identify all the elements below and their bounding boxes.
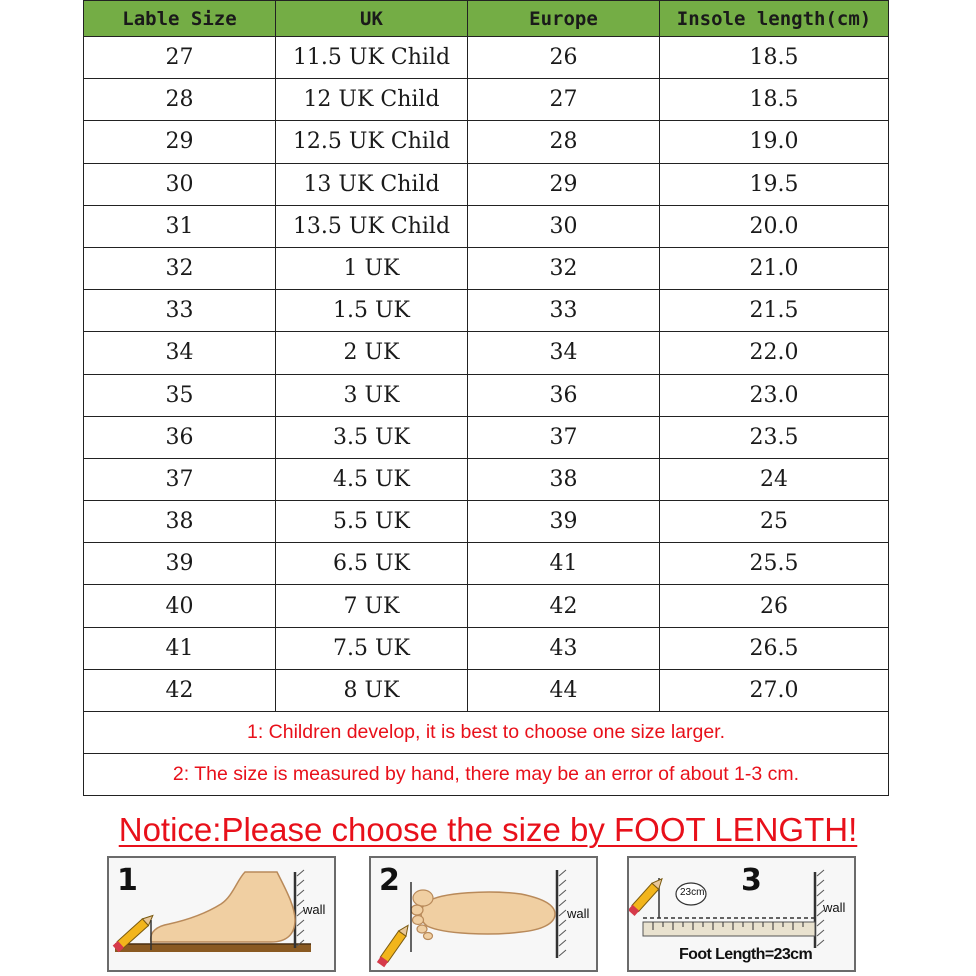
europe-size-cell: 38 bbox=[468, 458, 660, 500]
floor bbox=[115, 944, 311, 952]
label-size-cell: 29 bbox=[84, 121, 276, 163]
label-size-cell: 38 bbox=[84, 501, 276, 543]
table-row bbox=[84, 585, 889, 627]
table-row bbox=[84, 290, 889, 332]
notice-heading: Notice:Please choose the size by FOOT LENGTH! bbox=[118, 811, 858, 848]
uk-size-cell: 5.5 UK bbox=[276, 501, 468, 543]
step-1-panel bbox=[107, 856, 336, 972]
uk-size-cell: 6.5 UK bbox=[276, 543, 468, 585]
note-row bbox=[84, 754, 889, 796]
uk-size-cell: 7.5 UK bbox=[276, 627, 468, 669]
step-3-panel bbox=[627, 856, 856, 972]
insole-length-cell: 23.5 bbox=[660, 416, 889, 458]
note-1: 1: Children develop, it is best to choose one size larger. bbox=[84, 712, 889, 754]
insole-length-cell: 21.0 bbox=[660, 247, 889, 289]
table-row bbox=[84, 543, 889, 585]
insole-length-cell: 25 bbox=[660, 501, 889, 543]
insole-length-cell: 27.0 bbox=[660, 669, 889, 711]
europe-size-cell: 36 bbox=[468, 374, 660, 416]
europe-size-cell: 26 bbox=[468, 37, 660, 79]
foot-side-icon bbox=[151, 872, 295, 942]
label-size-cell: 41 bbox=[84, 627, 276, 669]
europe-size-cell: 39 bbox=[468, 501, 660, 543]
insole-length-cell: 19.0 bbox=[660, 121, 889, 163]
europe-size-cell: 30 bbox=[468, 205, 660, 247]
uk-size-cell: 7 UK bbox=[276, 585, 468, 627]
wall-label: wall bbox=[303, 902, 326, 917]
label-size-cell: 36 bbox=[84, 416, 276, 458]
europe-size-cell: 42 bbox=[468, 585, 660, 627]
table-row bbox=[84, 374, 889, 416]
label-size-cell: 39 bbox=[84, 543, 276, 585]
label-size-cell: 33 bbox=[84, 290, 276, 332]
label-size-cell: 35 bbox=[84, 374, 276, 416]
insole-length-cell: 20.0 bbox=[660, 205, 889, 247]
foot-length-label: Foot Length=23cm bbox=[679, 946, 813, 963]
step-2-panel bbox=[369, 856, 598, 972]
uk-size-cell: 1 UK bbox=[276, 247, 468, 289]
uk-size-cell: 3.5 UK bbox=[276, 416, 468, 458]
uk-size-cell: 1.5 UK bbox=[276, 290, 468, 332]
europe-size-cell: 43 bbox=[468, 627, 660, 669]
ruler-icon bbox=[643, 922, 815, 936]
table-row bbox=[84, 458, 889, 500]
note-row bbox=[84, 712, 889, 754]
size-chart-table bbox=[83, 0, 889, 796]
label-size-cell: 37 bbox=[84, 458, 276, 500]
label-size-cell: 42 bbox=[84, 669, 276, 711]
step-1-illustration bbox=[109, 858, 334, 970]
europe-size-cell: 27 bbox=[468, 79, 660, 121]
insole-length-cell: 23.0 bbox=[660, 374, 889, 416]
insole-length-cell: 24 bbox=[660, 458, 889, 500]
step-2-illustration bbox=[371, 858, 596, 970]
table-row bbox=[84, 627, 889, 669]
label-size-cell: 30 bbox=[84, 163, 276, 205]
label-size-cell: 27 bbox=[84, 37, 276, 79]
uk-size-cell: 4.5 UK bbox=[276, 458, 468, 500]
table-row bbox=[84, 501, 889, 543]
europe-size-cell: 37 bbox=[468, 416, 660, 458]
label-size-cell: 32 bbox=[84, 247, 276, 289]
uk-size-cell: 8 UK bbox=[276, 669, 468, 711]
header-insole-length: Insole length(cm) bbox=[660, 1, 889, 37]
table-body bbox=[84, 37, 889, 712]
table-row bbox=[84, 669, 889, 711]
label-size-cell: 31 bbox=[84, 205, 276, 247]
insole-length-cell: 25.5 bbox=[660, 543, 889, 585]
uk-size-cell: 11.5 UK Child bbox=[276, 37, 468, 79]
measure-bubble-label: 23cm bbox=[680, 887, 705, 898]
insole-length-cell: 26.5 bbox=[660, 627, 889, 669]
step-number: 2 bbox=[379, 863, 400, 898]
insole-length-cell: 18.5 bbox=[660, 37, 889, 79]
uk-size-cell: 12 UK Child bbox=[276, 79, 468, 121]
uk-size-cell: 2 UK bbox=[276, 332, 468, 374]
wall-label: wall bbox=[567, 906, 590, 921]
insole-length-cell: 18.5 bbox=[660, 79, 889, 121]
europe-size-cell: 33 bbox=[468, 290, 660, 332]
europe-size-cell: 28 bbox=[468, 121, 660, 163]
table-row bbox=[84, 37, 889, 79]
wall-label: wall bbox=[823, 900, 846, 915]
foot-top-icon bbox=[411, 890, 555, 940]
europe-size-cell: 32 bbox=[468, 247, 660, 289]
europe-size-cell: 34 bbox=[468, 332, 660, 374]
table-row bbox=[84, 247, 889, 289]
uk-size-cell: 13.5 UK Child bbox=[276, 205, 468, 247]
europe-size-cell: 29 bbox=[468, 163, 660, 205]
table-header-row bbox=[84, 1, 889, 37]
wall-icon bbox=[557, 870, 566, 958]
insole-length-cell: 22.0 bbox=[660, 332, 889, 374]
header-label-size: Lable Size bbox=[84, 1, 276, 37]
step-number: 3 bbox=[741, 863, 762, 898]
insole-length-cell: 21.5 bbox=[660, 290, 889, 332]
table-row bbox=[84, 205, 889, 247]
label-size-cell: 28 bbox=[84, 79, 276, 121]
step-number: 1 bbox=[117, 863, 138, 898]
insole-length-cell: 26 bbox=[660, 585, 889, 627]
note-2: 2: The size is measured by hand, there may be an error of about 1-3 cm. bbox=[84, 754, 889, 796]
table-row bbox=[84, 332, 889, 374]
europe-size-cell: 41 bbox=[468, 543, 660, 585]
pencil-icon bbox=[377, 923, 412, 967]
uk-size-cell: 12.5 UK Child bbox=[276, 121, 468, 163]
uk-size-cell: 3 UK bbox=[276, 374, 468, 416]
table-row bbox=[84, 416, 889, 458]
table-row bbox=[84, 163, 889, 205]
header-europe: Europe bbox=[468, 1, 660, 37]
label-size-cell: 34 bbox=[84, 332, 276, 374]
header-uk: UK bbox=[276, 1, 468, 37]
table-row bbox=[84, 121, 889, 163]
table-row bbox=[84, 79, 889, 121]
insole-length-cell: 19.5 bbox=[660, 163, 889, 205]
europe-size-cell: 44 bbox=[468, 669, 660, 711]
pencil-icon bbox=[629, 876, 665, 916]
label-size-cell: 40 bbox=[84, 585, 276, 627]
uk-size-cell: 13 UK Child bbox=[276, 163, 468, 205]
